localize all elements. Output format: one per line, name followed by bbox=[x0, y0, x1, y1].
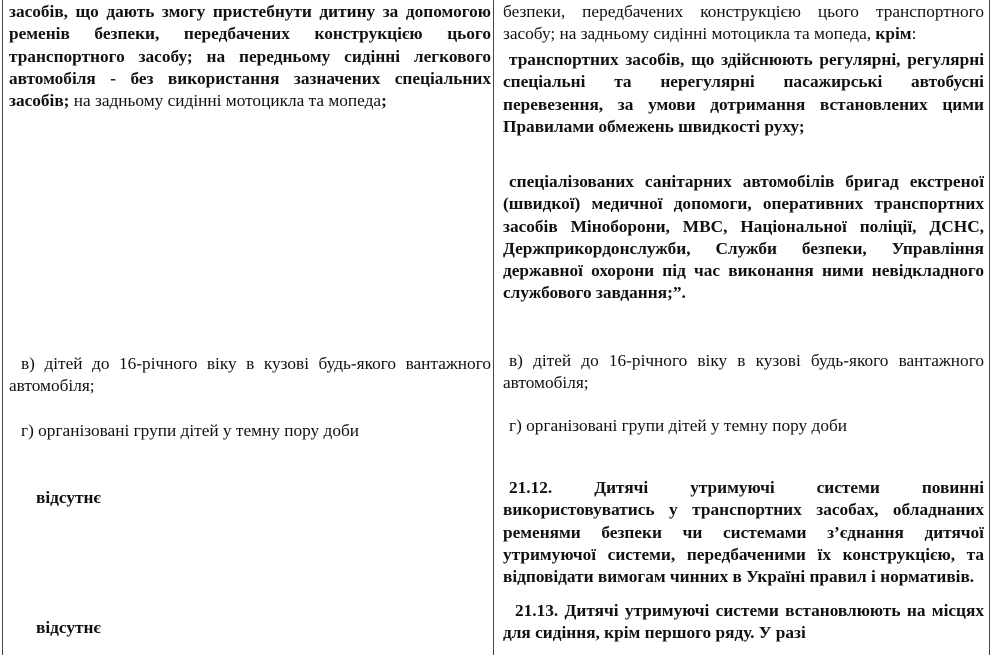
bold-text: крім bbox=[875, 24, 912, 44]
normal-text: на задньому сидінні мотоцикла та мопеда bbox=[69, 91, 382, 111]
table-column-divider bbox=[493, 0, 494, 655]
left-absent-1: відсутнє bbox=[36, 488, 101, 507]
table-border-right bbox=[989, 0, 990, 655]
left-item-g: г) організовані групи дітей у темну пору доби bbox=[21, 421, 359, 440]
right-paragraph-bus-exception: транспортних засобів, що здійснюють регулярні, регулярні спеціальні та нерегулярні пасажирські автобусні перевезення, за умови дотримання встановлених цими Правилами обмежень швидкості руху; bbox=[503, 50, 984, 136]
left-absent-2: відсутнє bbox=[36, 618, 101, 637]
right-item-v: в) дітей до 16-річного віку в кузові будь-якого вантажного автомобіля; bbox=[503, 351, 984, 393]
right-item-g: г) організовані групи дітей у темну пору доби bbox=[509, 416, 847, 435]
normal-text: : bbox=[911, 24, 917, 44]
right-paragraph-seatbelts bbox=[503, 1, 984, 46]
right-paragraph-21-12: 21.12. Дитячі утримуючі системи повинні використовуватись у транспортних засобах, обладнаних ременями безпеки чи системами з’єднання дитячої утримуючої системи, передбаченими їх конструкцією, та відповідати вимогам чинних в Україні правил і нормативів. bbox=[503, 478, 984, 587]
normal-text: безпеки, передбачених конструкцією цього транспортного засобу; на задньому сидінні мотоцикла та мопеда, bbox=[503, 2, 984, 44]
right-paragraph-emergency-exception: спеціалізованих санітарних автомобілів бригад екстреної (швидкої) медичної допомоги, оперативних транспортних засобів Міноборони, МВС, Національної поліції, ДСНС, Держприкордонслужби, Служби безпеки, Управління державної охорони під час виконання ними невідкладного службового завдання;”. bbox=[503, 172, 984, 303]
bold-text: ; bbox=[381, 91, 387, 111]
table-border-left bbox=[2, 0, 3, 655]
left-paragraph-seatbelts bbox=[9, 1, 491, 112]
bold-text: засобів, що дають змогу пристебнути дитину за допомогою ременів безпеки, передбачених конструкцією цього транспортного засобу; на передньому сидінні легкового автомобіля - без використання зазначених спеціальних засобів; bbox=[9, 2, 491, 111]
right-paragraph-21-13: 21.13. Дитячі утримуючі системи встановлюють на місцях для сидіння, крім першого ряду. У разі bbox=[503, 601, 984, 643]
left-item-v: в) дітей до 16-річного віку в кузові будь-якого вантажного автомобіля; bbox=[9, 354, 491, 396]
